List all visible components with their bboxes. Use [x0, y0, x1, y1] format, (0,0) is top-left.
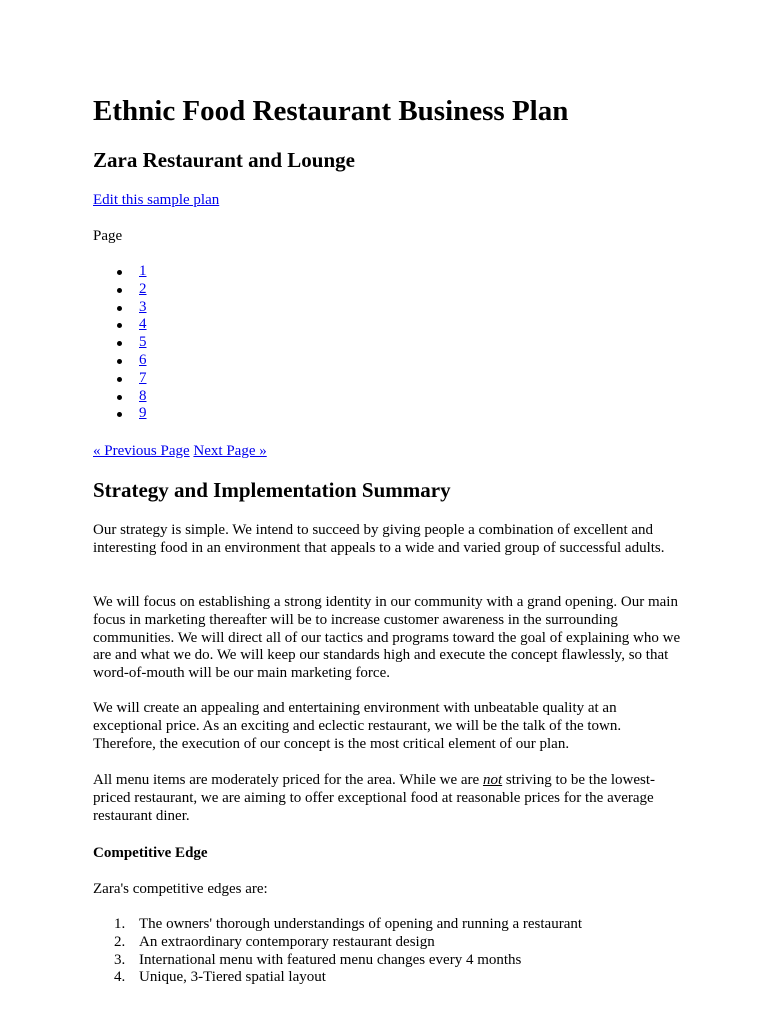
page-link-6[interactable]: 6: [139, 351, 147, 368]
next-page-link[interactable]: Next Page »: [193, 443, 267, 459]
edit-sample-plan-link[interactable]: Edit this sample plan: [93, 192, 220, 208]
page-link-7[interactable]: 7: [139, 369, 147, 386]
page-link-2[interactable]: 2: [139, 280, 147, 297]
list-item: [93, 916, 582, 934]
list-item-text: The owners' thorough understandings of opening and running a restaurant: [139, 916, 583, 932]
list-item: [93, 934, 582, 952]
list-item: [93, 388, 147, 406]
page-label: Page: [93, 228, 123, 244]
page-link-3[interactable]: 3: [139, 298, 147, 315]
list-item: [93, 952, 582, 970]
list-item: [93, 263, 147, 281]
paragraph-environment: We will create an appealing and entertaining environment with unbeatable quality at an exceptional price. As an exciting and eclectic restaurant, we will be the talk of the town. Therefore, the execution of our concept is the most critical element of our plan.: [93, 700, 622, 752]
document-subtitle: Zara Restaurant and Lounge: [93, 148, 355, 172]
list-item-text: International menu with featured menu changes every 4 months: [139, 951, 522, 968]
list-number: 3.: [114, 951, 126, 968]
emphasis-not: not: [482, 772, 503, 788]
section-heading: Strategy and Implementation Summary: [93, 478, 451, 502]
page-link-1[interactable]: 1: [139, 263, 147, 279]
list-number: 1.: [114, 916, 126, 932]
page-link-8[interactable]: 8: [139, 387, 147, 404]
previous-page-link[interactable]: « Previous Page: [93, 443, 190, 459]
document-title: Ethnic Food Restaurant Business Plan: [93, 95, 569, 127]
list-number: 2.: [114, 933, 126, 950]
competitive-edge-heading: Competitive Edge: [93, 845, 208, 861]
list-item: [93, 334, 147, 352]
paragraph-strategy: Our strategy is simple. We intend to succeed by giving people a combination of excellent and interesting food in an environment that appeals to a wide and varied group of successful adults.: [93, 522, 665, 556]
list-number: 4.: [114, 969, 126, 986]
edit-link-wrapper: [93, 191, 219, 209]
list-item: [93, 281, 147, 299]
pagination-nav: [93, 442, 267, 460]
list-item: [93, 316, 147, 334]
competitive-intro: Zara's competitive edges are:: [93, 881, 268, 897]
list-item: [93, 352, 147, 370]
list-item-text: Unique, 3-Tiered spatial layout: [139, 969, 326, 986]
page-link-5[interactable]: 5: [139, 334, 147, 351]
page-link-9[interactable]: 9: [139, 405, 147, 422]
page-link-4[interactable]: 4: [139, 316, 147, 333]
paragraph-pricing-part1: All menu items are moderately priced for the area. While we are: [93, 772, 483, 788]
list-item: [93, 370, 147, 388]
list-item: [93, 405, 147, 423]
competitive-edge-list: [93, 916, 582, 987]
list-item-text: An extraordinary contemporary restaurant design: [139, 933, 435, 950]
list-item: [93, 299, 147, 317]
paragraph-identity: We will focus on establishing a strong identity in our community with a grand opening. Our main focus in marketing thereafter will be to increase customer awareness in the surrounding communities. We will direct all of our tactics and programs toward the goal of explaining who we are and what we do. We will keep our standards high and execute the concept flawlessly, so that word-of-mouth will be our main marketing force.: [93, 594, 681, 682]
paragraph-pricing-part2: striving to be the lowest-priced restaurant, we are aiming to offer exceptional food at reasonable prices for the average restaurant diner.: [93, 772, 656, 824]
list-item: [93, 969, 582, 987]
paragraph-pricing: [93, 772, 683, 825]
page-list: [93, 263, 147, 423]
